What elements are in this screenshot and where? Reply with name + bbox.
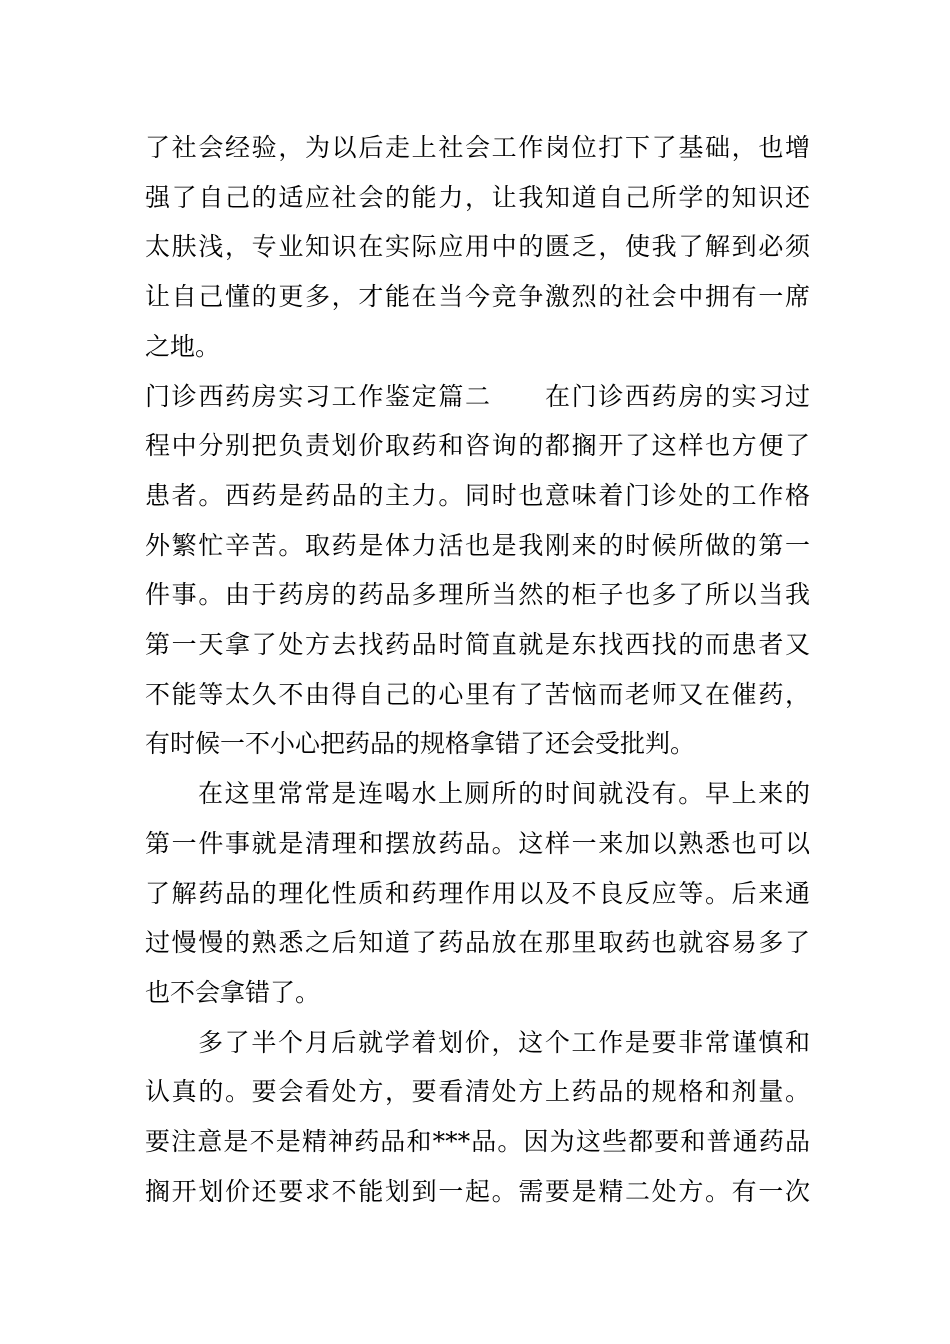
text-line: 强了自己的适应社会的能力，让我知道自己所学的知识还 xyxy=(145,182,810,212)
text-line: 过慢慢的熟悉之后知道了药品放在那里取药也就容易多了 xyxy=(145,928,810,958)
text-line: 要注意是不是精神药品和***品。因为这些都要和普通药品 xyxy=(145,1127,810,1156)
text-line: 程中分别把负责划价取药和咨询的都搁开了这样也方便了 xyxy=(145,431,810,461)
text-line: 多了半个月后就学着划价，这个工作是要非常谨慎和 xyxy=(198,1027,810,1057)
text-line: 之地。 xyxy=(145,331,221,361)
text-line: 件事。由于药房的药品多理所当然的柜子也多了所以当我 xyxy=(145,580,810,610)
text-line: 也不会拿错了。 xyxy=(145,977,321,1007)
text-line: 让自己懂的更多，才能在当今竞争激烈的社会中拥有一席 xyxy=(145,282,810,312)
text-line: 有时候一不小心把药品的规格拿错了还会受批判。 xyxy=(145,729,696,759)
text-line: 外繁忙辛苦。取药是体力活也是我刚来的时候所做的第一 xyxy=(145,530,810,560)
text-line: 认真的。要会看处方，要看清处方上药品的规格和剂量。 xyxy=(145,1077,810,1107)
document-body xyxy=(145,0,810,1344)
text-line: 在这里常常是连喝水上厕所的时间就没有。早上来的 xyxy=(198,779,810,809)
text-line: 了社会经验，为以后走上社会工作岗位打下了基础，也增 xyxy=(145,133,810,162)
text-line: 搁开划价还要求不能划到一起。需要是精二处方。有一次 xyxy=(145,1176,810,1206)
text-line: 门诊西药房实习工作鉴定篇二 在门诊西药房的实习过 xyxy=(145,381,810,411)
text-line: 不能等太久不由得自己的心里有了苦恼而老师又在催药， xyxy=(145,679,810,709)
text-line: 第一天拿了处方去找药品时简直就是东找西找的而患者又 xyxy=(145,630,810,659)
text-line: 患者。西药是药品的主力。同时也意味着门诊处的工作格 xyxy=(145,480,810,510)
text-line: 太肤浅，专业知识在实际应用中的匮乏，使我了解到必须 xyxy=(145,232,810,262)
text-line: 了解药品的理化性质和药理作用以及不良反应等。后来通 xyxy=(145,878,810,908)
text-line: 第一件事就是清理和摆放药品。这样一来加以熟悉也可以 xyxy=(145,828,810,858)
